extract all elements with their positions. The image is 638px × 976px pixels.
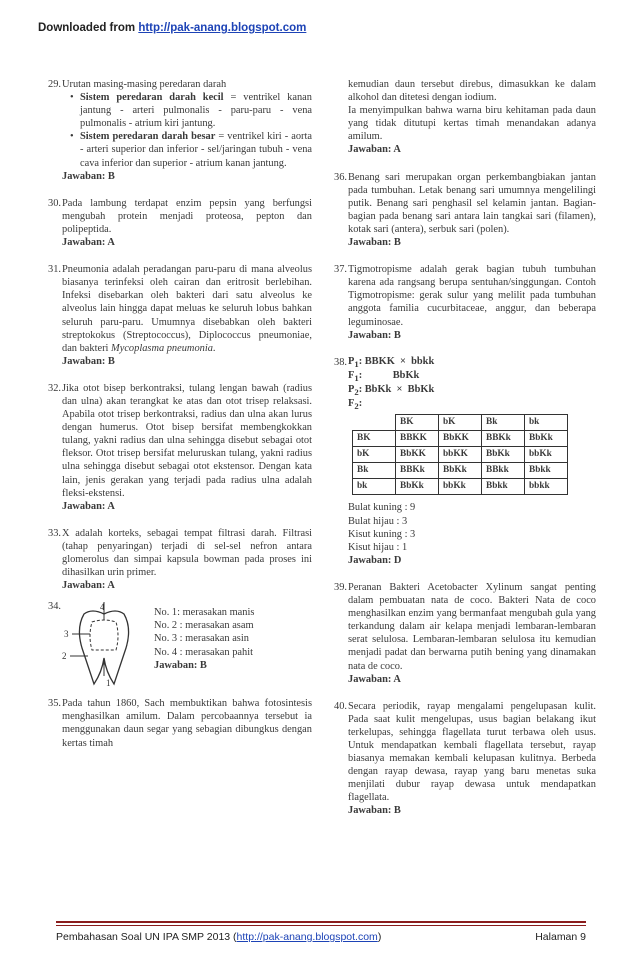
- punnett-header-cell: Bk: [482, 415, 525, 431]
- cross-sub: 1: [354, 358, 359, 369]
- footer-rule-thin: [56, 925, 586, 926]
- cross-sub: 1: [354, 372, 359, 383]
- answer: Jawaban: A: [62, 237, 115, 249]
- page-number: Halaman 9: [535, 931, 586, 943]
- question-number: 33.: [48, 527, 61, 539]
- punnett-corner: [353, 415, 396, 431]
- question-text: Ia menyimpulkan bahwa warna biru kehitaman pada daun yang tidak ditutupi kertas timah menandakan adanya amilum.: [348, 105, 596, 143]
- footer-suffix: ): [377, 931, 382, 943]
- question-33: [48, 527, 312, 592]
- question-number: 35.: [48, 698, 61, 710]
- question-text: X adalah korteks, sebagai tempat filtrasi darah. Filtrasi (tahap penyaringan) terjadi di sel-sel nefron antara glomerolus dan simpai kapsula bowman pada proses ini dihasilkan urin primer.: [62, 527, 312, 579]
- answer: Jawaban: B: [62, 355, 115, 367]
- punnett-cell: Bbkk: [482, 479, 525, 495]
- bullet-item: [72, 130, 312, 169]
- question-number: 36.: [334, 171, 347, 183]
- punnett-row: [353, 431, 568, 447]
- cross-symbol: ×: [399, 355, 406, 367]
- punnett-cell: BbKk: [396, 479, 439, 495]
- question-text: Pada lambung terdapat enzim pepsin yang berfungsi mengubah protein menjadi proteosa, pepton dan polipeptida.: [62, 197, 312, 235]
- bullet-item: [72, 91, 312, 130]
- question-number: 40.: [334, 700, 347, 712]
- question-37: [334, 263, 596, 342]
- answer: Jawaban: D: [348, 554, 402, 566]
- punnett-cell: bbKk: [525, 447, 568, 463]
- punnett-row-head: Bk: [353, 463, 396, 479]
- genotype: bbkk: [411, 355, 435, 367]
- bullet-bold: Sistem peredaran darah besar: [80, 131, 216, 143]
- text-italic: Mycoplasma pneumonia: [111, 342, 213, 354]
- answer: Jawaban: B: [348, 805, 401, 817]
- punnett-cell: BbKk: [525, 431, 568, 447]
- text-end: .: [212, 342, 216, 354]
- result-line: Bulat kuning : 9: [348, 502, 416, 514]
- answer: Jawaban: A: [62, 580, 115, 592]
- genotype: BbKk: [392, 369, 420, 381]
- answer: Jawaban: B: [62, 170, 115, 182]
- taste-item: No. 1: merasakan manis: [154, 607, 255, 619]
- cross-f1: $F_1$: BbKk: [348, 369, 420, 383]
- question-text: Benang sari merupakan organ perkembangbiakan jantan pada tumbuhan. Letak benang sari umumnya mengelilingi putik. Benang sari penghasil sel kelamin jantan. Bagian-bagian pada benang sari antara lain tangkai sari (filamen), kotak sari (antera), serbuk sari (polen).: [348, 171, 596, 235]
- punnett-cell: BbKK: [396, 447, 439, 463]
- download-link[interactable]: http://pak-anang.blogspot.com: [138, 22, 307, 34]
- question-text: Secara periodik, rayap mengalami pengelupasan kulit. Pada saat kulit mengelupas, usus bagian belakang ikut terkelupas, sehingga flagellata turut terbawa oleh usus. Untuk mendapatkan kembali flagellata tersebut, rayap biasanya memakan kembali kelupasan kulitnya. Berbeda dengan rayap dewasa, rayap yang baru menetas suka menjilati dubur rayap dewasa untuk mendapatkan flagellata.: [348, 700, 596, 804]
- download-prefix: Downloaded from: [38, 22, 136, 34]
- question-29: [48, 78, 312, 183]
- punnett-cell: BBKk: [482, 431, 525, 447]
- question-text: kemudian daun tersebut direbus, dimasukkan ke dalam alkohol dan ditetesi dengan iodium.: [348, 79, 596, 104]
- right-column: [334, 78, 596, 827]
- taste-item: No. 4 : merasakan pahit: [154, 646, 253, 658]
- punnett-row: [353, 447, 568, 463]
- cross-symbol: ×: [396, 383, 403, 395]
- question-32: [48, 382, 312, 513]
- question-number: 31.: [48, 264, 61, 276]
- question-35: [48, 697, 312, 749]
- question-31: [48, 263, 312, 368]
- result-line: Bulat hijau : 3: [348, 515, 408, 527]
- result-line: Kisut kuning : 3: [348, 528, 416, 540]
- footer: [56, 931, 586, 943]
- bullet-text: = ventrikel kanan jantung - arteri pulmonalis - paru-paru - vena pulmonalis - atrium kiri jantung.: [80, 92, 312, 130]
- punnett-header-cell: bk: [525, 415, 568, 431]
- bullet-text: = ventrikel kiri - aorta - arteri superior dan inferior - sel/jaringan tubuh - vena cava inferior dan superior - atrium kanan jantung.: [80, 131, 312, 169]
- punnett-header-cell: BK: [396, 415, 439, 431]
- taste-item: No. 3 : merasakan asin: [154, 633, 249, 645]
- question-number: 39.: [334, 581, 347, 593]
- download-header: [38, 22, 306, 34]
- punnett-row-head: bK: [353, 447, 396, 463]
- cross-p1: $P_1$: BBKK × bbkk: [348, 355, 435, 369]
- punnett-header-cell: bK: [439, 415, 482, 431]
- left-column: [48, 78, 312, 759]
- punnett-row: [353, 479, 568, 495]
- punnett-cell: BBKK: [396, 431, 439, 447]
- punnett-cell: BbKk: [482, 447, 525, 463]
- question-number: 37.: [334, 264, 347, 276]
- punnett-row-head: bk: [353, 479, 396, 495]
- punnett-cell: Bbkk: [525, 463, 568, 479]
- footer-rule-thick: [56, 921, 586, 923]
- question-38: [334, 356, 596, 567]
- question-40: [334, 700, 596, 818]
- result-line: Kisut hijau : 1: [348, 541, 408, 553]
- cross-sub: 2: [354, 386, 359, 397]
- question-intro: Urutan masing-masing peredaran darah: [62, 79, 227, 90]
- cross-f2: $F_2$:: [348, 397, 363, 411]
- footer-link[interactable]: http://pak-anang.blogspot.com: [236, 931, 378, 943]
- question-36: [334, 171, 596, 250]
- cross-label: P: [348, 383, 355, 395]
- punnett-row: [353, 463, 568, 479]
- question-number: 29.: [48, 79, 61, 90]
- cross-label: P: [348, 355, 355, 367]
- genotype: BbKk: [364, 383, 392, 395]
- answer: Jawaban: A: [348, 673, 401, 685]
- punnett-row-head: BK: [353, 431, 396, 447]
- punnett-cell: bbKk: [439, 479, 482, 495]
- answer: Jawaban: B: [348, 237, 401, 249]
- punnett-header-row: [353, 415, 568, 431]
- label-2: 2: [62, 651, 67, 662]
- punnett-cell: bbKK: [439, 447, 482, 463]
- punnett-cell: BbKk: [439, 463, 482, 479]
- cross-p2: $P_2$: BbKk × BbKk: [348, 383, 435, 397]
- cross-label: F: [348, 369, 355, 381]
- text-body: Pneumonia adalah peradangan paru-paru di mana alveolus biasanya terinfeksi oleh cairan dan eritrosit berlebihan. Infeksi disebarkan oleh bakteri dari satu alveolus ke alveolus lain hingga dapat meluas ke seluruh lobus bahkan seluruh paru-paru. Umumnya disebabkan oleh bakteri streptokokus (Streptococcus), Diplococcus pneumoniae, dan bakteri: [62, 264, 312, 354]
- answer: Jawaban: B: [348, 329, 401, 341]
- tongue-diagram: [62, 600, 146, 688]
- punnett-cell: bbkk: [525, 479, 568, 495]
- question-number: 32.: [48, 382, 61, 394]
- label-4: 4: [100, 602, 105, 613]
- answer: Jawaban: B: [154, 659, 207, 671]
- cross-sub: 2: [354, 401, 359, 411]
- taste-item: No. 2 : merasakan asam: [154, 620, 254, 632]
- punnett-cell: BBkk: [482, 463, 525, 479]
- bullet-list: [62, 91, 312, 170]
- genotype: BbKk: [407, 383, 435, 395]
- genotype: BBKK: [364, 355, 395, 367]
- answer: Jawaban: A: [62, 500, 115, 512]
- question-39: [334, 581, 596, 686]
- label-3: 3: [64, 629, 69, 640]
- question-number: 30.: [48, 197, 61, 209]
- footer-prefix: Pembahasan Soal UN IPA SMP 2013 (: [56, 931, 237, 943]
- question-34: [48, 600, 312, 688]
- question-text: Peranan Bakteri Acetobacter Xylinum sangat penting dalam pembuatan nata de coco. Bakteri Nata de coco menghasilkan enzim yang bermanfaat mengubah gula yang terkandung dalam air kelapa menjadi lembaran-lembaran serat selulosa. Lembaran-lembaran selulosa itu kemudian menjadi padat dan berwarna putih bening yang dinamakan nata de coco.: [348, 581, 596, 672]
- question-text: Jika otot bisep berkontraksi, tulang lengan bawah (radius dan ulna) akan terangkat ke atas dan otot trisep relaksasi. Apabila otot trisep berkontraksi, radius dan ulna akan lurus dengan humerus. Otot bisep bersifat membengkokkan tulang, yakni radius dan ulna sehingga disebut sebagai otot fleksor. Otot trisep bersifat meluruskan tulang, yakni radius ulna sehingga disebut sebagai otot ekstensor. Dengan kata lain, jenis gerakan yang terjadi pada radius ulna adalah fleksi-ekstensi.: [62, 382, 312, 499]
- inner-dashed-outline: [90, 620, 118, 650]
- question-text: Tigmotropisme adalah gerak bagian tubuh tumbuhan karena ada rangsang berupa sentuhan/singgungan. Contoh Tigmotropisme: gerak sulur yang melilit pada tumbuhan anggota familia cucurbitaceae, anggur, dan beberapa leguminosae.: [348, 264, 596, 328]
- question-text: [62, 263, 312, 355]
- question-number: 38.: [334, 356, 347, 368]
- question-35-continued: [334, 78, 596, 157]
- question-30: [48, 197, 312, 249]
- label-1: 1: [106, 678, 111, 689]
- punnett-cell: BbKK: [439, 431, 482, 447]
- cross-label: F: [348, 397, 355, 409]
- question-text: Pada tahun 1860, Sach membuktikan bahwa fotosintesis menghasilkan amilum. Dalam percobaannya tersebut ia menggunakan daun segar yang sebagian dibungkus dengan kertas timah: [62, 698, 312, 749]
- bullet-bold: Sistem peredaran darah kecil: [80, 92, 224, 104]
- punnett-square: [352, 414, 568, 495]
- punnett-cell: BBKk: [396, 463, 439, 479]
- tongue-diagram-block: [62, 600, 312, 688]
- question-number: 34.: [48, 601, 61, 613]
- taste-list: [154, 606, 254, 671]
- answer: Jawaban: A: [348, 144, 401, 156]
